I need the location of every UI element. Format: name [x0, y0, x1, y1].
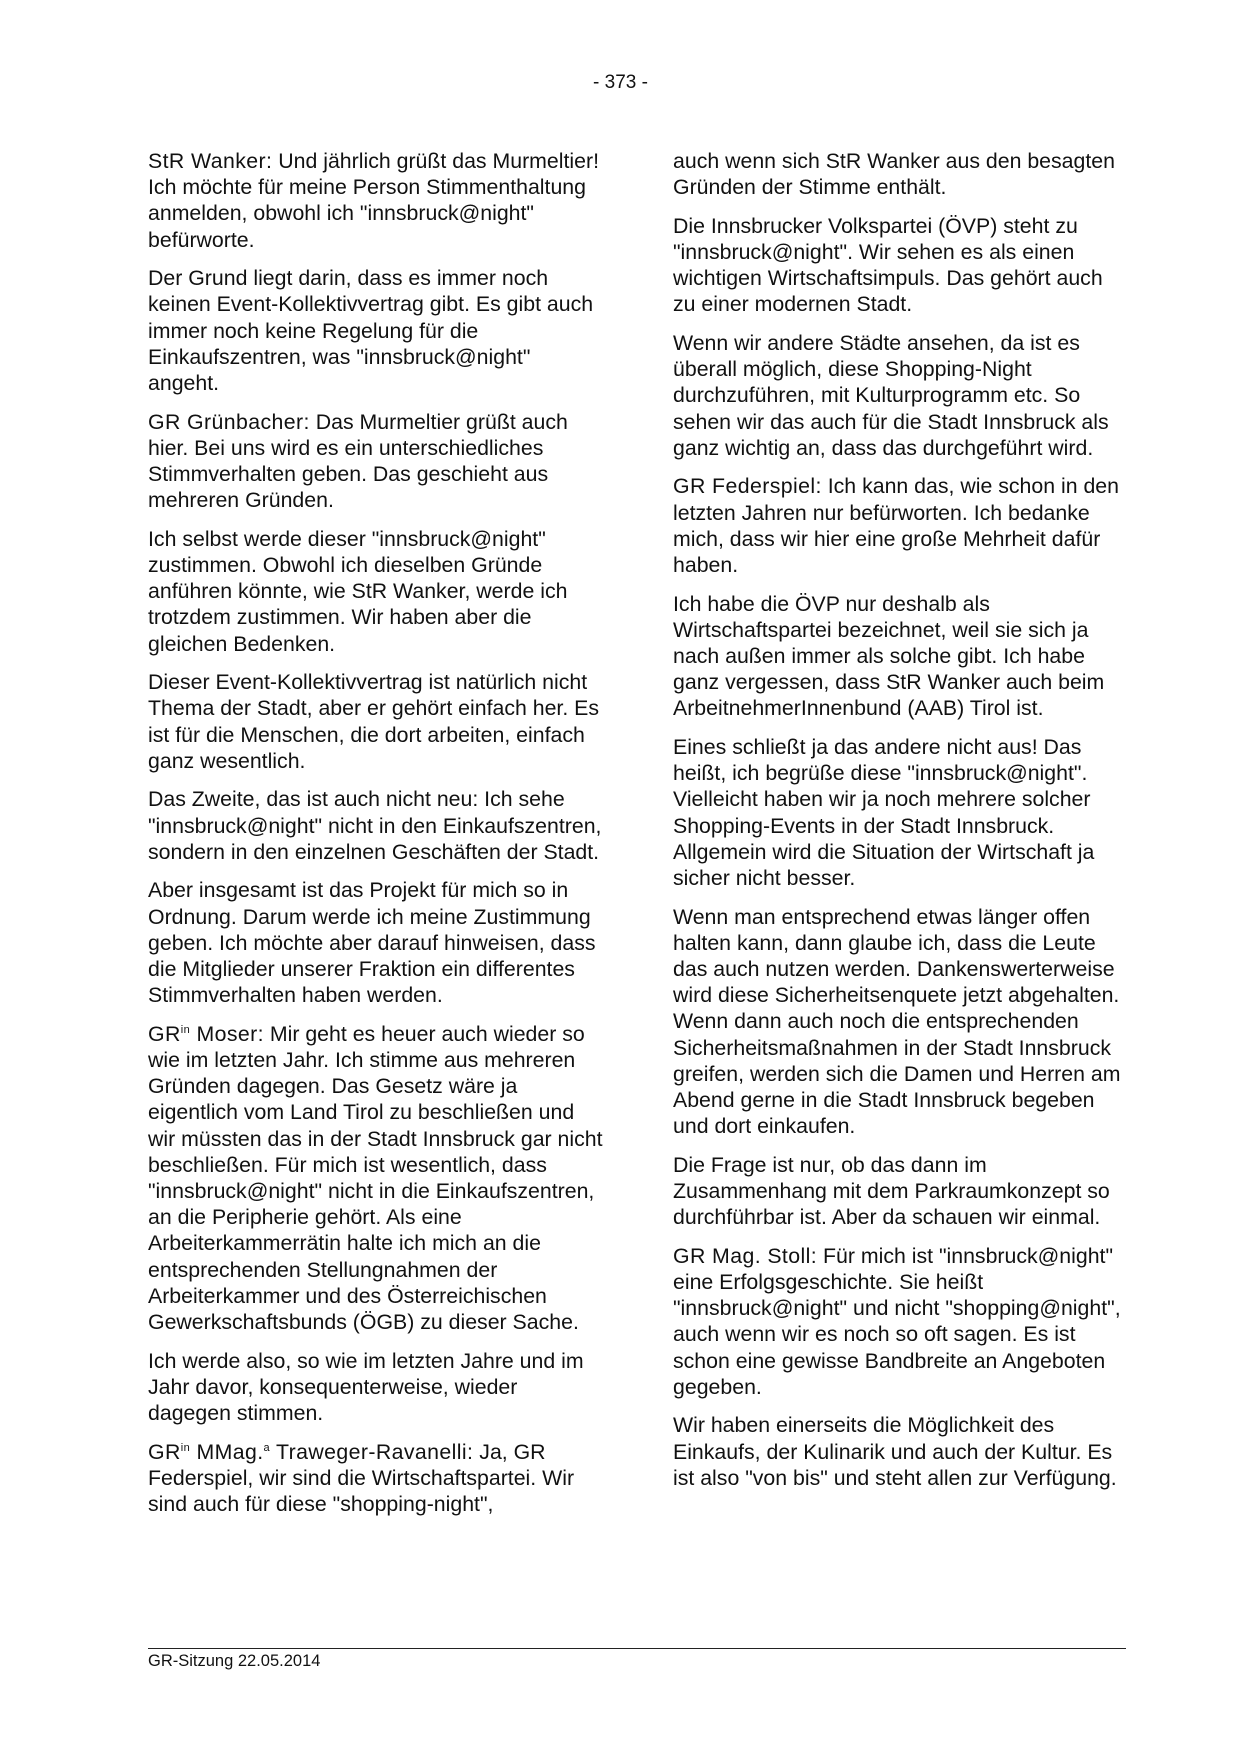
speaker-name: GR Federspiel: [673, 474, 822, 499]
paragraph-text: Wir haben einerseits die Möglichkeit des Einkaufs, der Kulinarik und auch der Kultur. Es ist also "von bis" und steht allen zur Verfügung. [673, 1413, 1117, 1490]
speaker-name: StR Wanker: [148, 149, 273, 173]
paragraph [673, 1412, 1128, 1491]
footer-rule [148, 1648, 1126, 1649]
paragraph [148, 1021, 603, 1335]
paragraph-text: Ja, GR Federspiel, wir sind die Wirtschaftspartei. Wir sind auch für diese "shopping-night", [148, 1439, 575, 1517]
paragraph [673, 1152, 1128, 1231]
paragraph-text: Der Grund liegt darin, dass es immer noch keinen Event-Kollektivvertrag gibt. Es gibt auch immer noch keine Regelung für die Einkaufszentren, was "innsbruck@night" angeht. [148, 266, 594, 396]
speaker-degree-suffix: a [263, 1441, 271, 1454]
paragraph-text: Eines schließt ja das andere nicht aus! Das heißt, ich begrüße diese "innsbruck@night". Vielleicht haben wir ja noch mehrere solcher Shopping-Events in der Stadt Innsbruck. Allgemein wird die Situation der Wirtschaft ja sicher nicht besser. [673, 735, 1095, 891]
right-column [673, 148, 1128, 1503]
speaker-title: GR [148, 1021, 181, 1046]
paragraph [148, 409, 603, 514]
paragraph [148, 669, 603, 774]
paragraph-text: Für mich ist "innsbruck@night" eine Erfolgsgeschichte. Sie heißt "innsbruck@night" und nicht "shopping@night", auch wenn wir es noch so oft sagen. Es ist schon eine gewisse Bandbreite an Angeboten gegeben. [673, 1243, 1121, 1399]
footer-text: GR-Sitzung 22.05.2014 [148, 1652, 321, 1670]
paragraph [673, 591, 1128, 722]
paragraph-text: Wenn man entsprechend etwas länger offen halten kann, dann glaube ich, dass die Leute das auch nutzen werden. Dankenswerterweise wird diese Sicherheitsenquete jetzt abgehalten. Wenn dann auch noch die entsprechenden Sicherheitsmaßnahmen in der Stadt Innsbruck greifen, werden sich die Damen und Herren am Abend gerne in die Stadt Innsbruck begeben und dort einkaufen. [673, 904, 1121, 1139]
paragraph-text: Ich selbst werde dieser "innsbruck@night" zustimmen. Obwohl ich dieselben Gründe anführen könnte, wie StR Wanker, werde ich trotzdem zustimmen. Wir haben aber die gleichen Bedenken. [148, 526, 568, 656]
speaker-title-suffix: in [180, 1441, 191, 1454]
paragraph-text: Wenn wir andere Städte ansehen, da ist es überall möglich, diese Shopping-Night durchzuführen, mit Kulturprogramm etc. So sehen wir das auch für die Stadt Innsbruck als ganz wichtig an, dass das durchgeführt wird. [673, 331, 1109, 460]
left-column [148, 148, 603, 1530]
paragraph [673, 734, 1128, 891]
paragraph [673, 904, 1128, 1140]
paragraph-text: Die Frage ist nur, ob das dann im Zusammenhang mit dem Parkraumkonzept so durchführbar ist. Aber da schauen wir einmal. [673, 1152, 1110, 1230]
speaker-name [148, 1440, 473, 1464]
paragraph-text: Und jährlich grüßt das Murmeltier! Ich möchte für meine Person Stimmenthaltung anmelden, obwohl ich "innsbruck@night" befürworte. [148, 149, 599, 252]
speaker-surname: Traweger-Ravanelli: [270, 1439, 474, 1464]
paragraph [148, 265, 603, 396]
speaker-title-suffix: in [180, 1023, 191, 1036]
page-number: - 373 - [593, 72, 648, 93]
paragraph [673, 148, 1128, 200]
paragraph [148, 1439, 603, 1518]
paragraph [148, 786, 603, 865]
speaker-surname: Moser: [190, 1021, 264, 1046]
paragraph [148, 526, 603, 657]
paragraph [673, 473, 1128, 578]
speaker-degree: MMag. [190, 1439, 264, 1464]
paragraph [148, 148, 603, 253]
paragraph-text: Mir geht es heuer auch wieder so wie im letzten Jahr. Ich stimme aus mehreren Gründen dagegen. Das Gesetz wäre ja eigentlich vom Land Tirol zu beschließen und wir müssten das in der Stadt Innsbruck gar nicht beschließen. Für mich ist wesentlich, dass "innsbruck@night" nicht in die Einkaufszentren, an die Peripherie gehört. Als eine Arbeiterkammerrätin halte ich mich an die entsprechenden Stellungnahmen der Arbeiterkammer und des Österreichischen Gewerkschaftsbunds (ÖGB) zu dieser Sache. [148, 1021, 603, 1335]
paragraph-text: Die Innsbrucker Volkspartei (ÖVP) steht zu "innsbruck@night". Wir sehen es als einen wichtigen Wirtschaftsimpuls. Das gehört auch zu einer modernen Stadt. [673, 213, 1103, 317]
paragraph-text: auch wenn sich StR Wanker aus den besagten Gründen der Stimme enthält. [673, 149, 1115, 200]
paragraph-text: Das Murmeltier grüßt auch hier. Bei uns wird es ein unterschiedliches Stimmverhalten geben. Das geschieht aus mehreren Gründen. [148, 409, 568, 513]
paragraph-text: Aber insgesamt ist das Projekt für mich so in Ordnung. Darum werde ich meine Zustimmung geben. Ich möchte aber darauf hinweisen, dass die Mitglieder unserer Fraktion ein differentes Stimmverhalten haben werden. [148, 878, 596, 1008]
speaker-name: GR Grünbacher: [148, 409, 310, 434]
paragraph-text: Ich werde also, so wie im letzten Jahre und im Jahr davor, konsequenterweise, wieder dagegen stimmen. [148, 1348, 584, 1426]
speaker-name: GR Mag. Stoll: [673, 1243, 818, 1268]
paragraph [673, 213, 1128, 318]
paragraph [673, 330, 1128, 461]
speaker-title: GR [148, 1439, 181, 1464]
paragraph-text: Das Zweite, das ist auch nicht neu: Ich sehe "innsbruck@night" nicht in den Einkaufszentren, sondern in den einzelnen Geschäften der Stadt. [148, 787, 602, 864]
speaker-name [148, 1022, 264, 1046]
paragraph-text: Ich habe die ÖVP nur deshalb als Wirtschaftspartei bezeichnet, weil sie sich ja nach außen immer als solche gibt. Ich habe ganz vergessen, dass StR Wanker auch beim ArbeitnehmerInnenbund (AAB) Tirol ist. [673, 591, 1105, 721]
paragraph-text: Dieser Event-Kollektivvertrag ist natürlich nicht Thema der Stadt, aber er gehört einfach her. Es ist für die Menschen, die dort arbeiten, einfach ganz wesentlich. [148, 670, 600, 773]
paragraph-text: Ich kann das, wie schon in den letzten Jahren nur befürworten. Ich bedanke mich, dass wir hier eine große Mehrheit dafür haben. [673, 474, 1119, 578]
paragraph [148, 877, 603, 1008]
paragraph [148, 1348, 603, 1427]
paragraph [673, 1243, 1128, 1400]
